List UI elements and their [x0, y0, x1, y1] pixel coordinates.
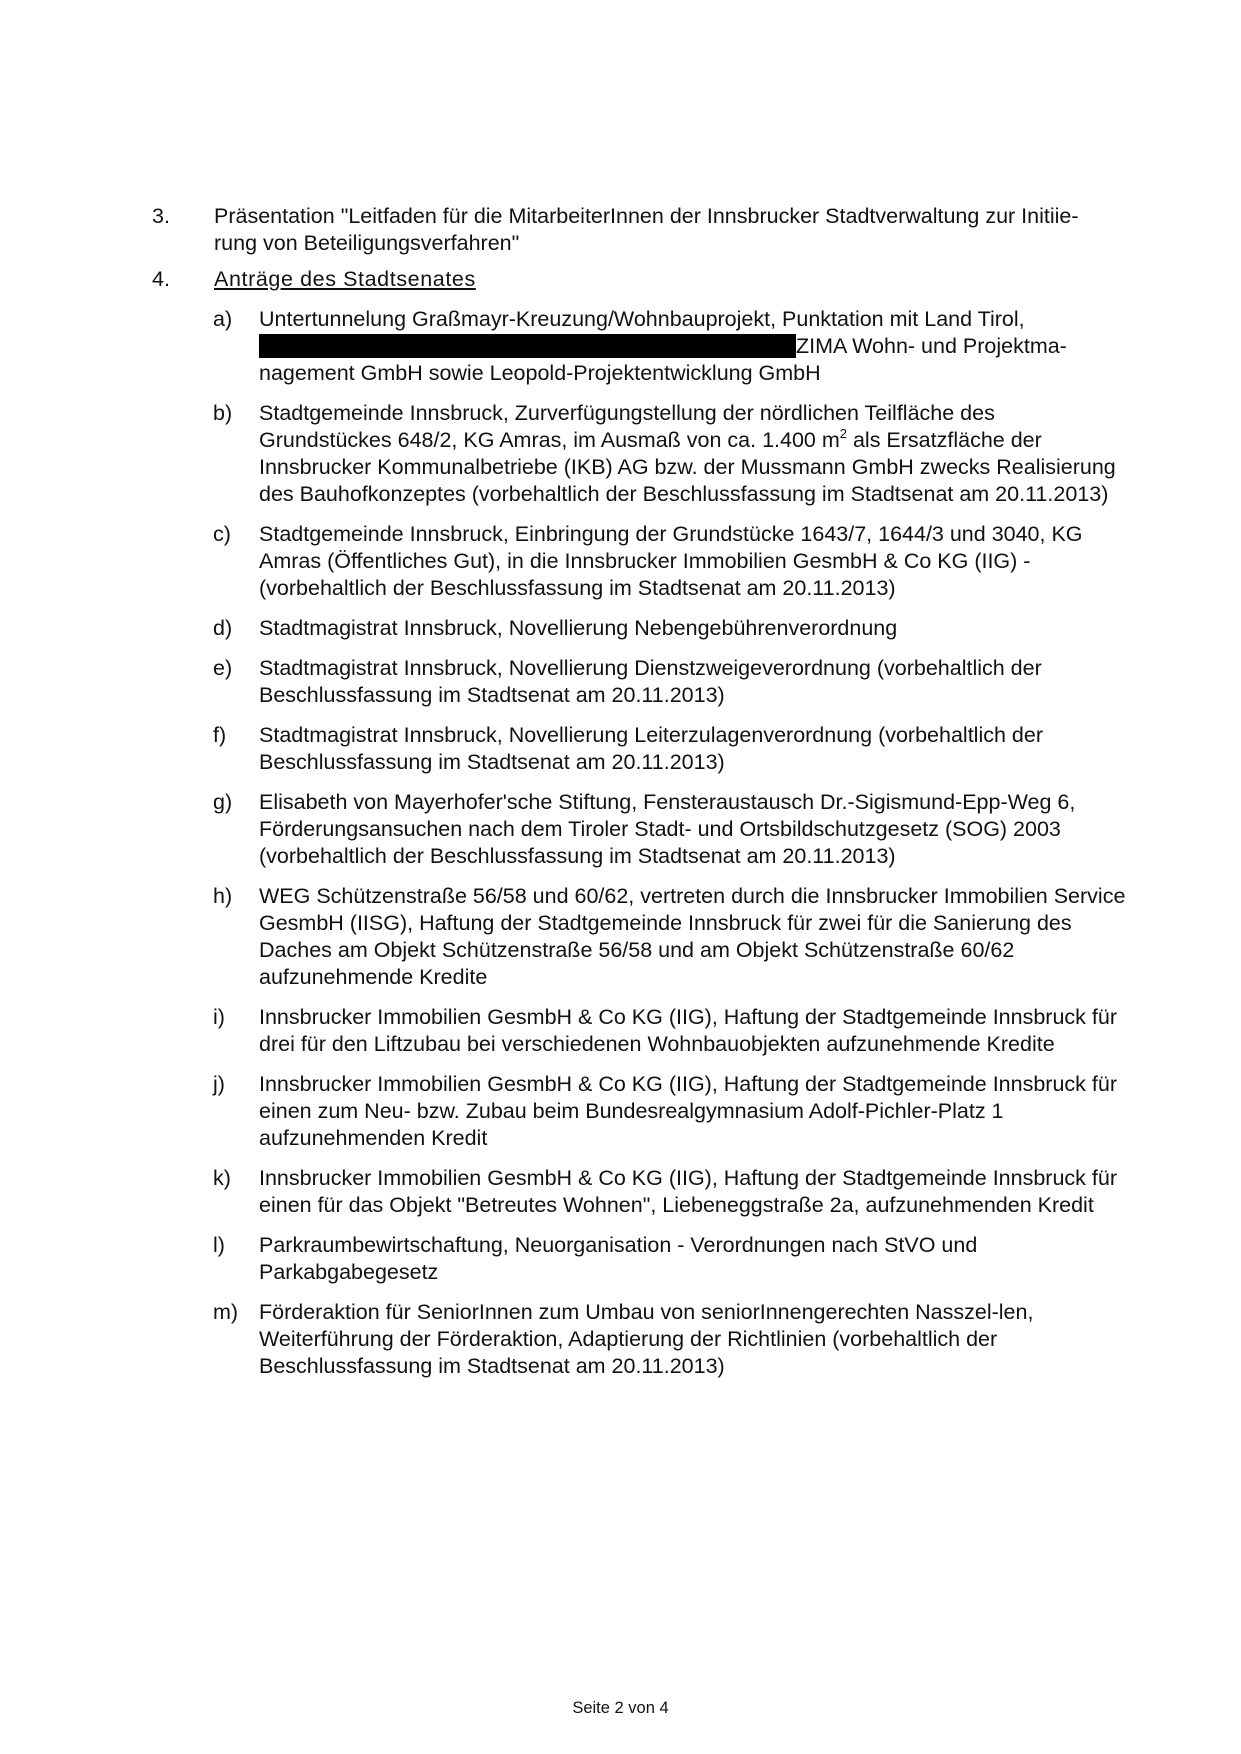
sub-item-text: Stadtgemeinde Innsbruck, Einbringung der Grundstücke 1643/7, 1644/3 und 3040, KG Amras (Öffentliches Gut), in die Innsbrucker Immobilien GesmbH & Co KG (IIG) - (vorbehaltlich der Beschlussfassung im Stadtsenat am 20.11.2013) — [259, 522, 1083, 600]
sub-item-text: WEG Schützenstraße 56/58 und 60/62, vertreten durch die Innsbrucker Immobilien Service GesmbH (IISG), Haftung der Stadtgemeinde Innsbruck für zwei für die Sanierung des Daches am Objekt Schützenstraße 56/58 und am Objekt Schützenstraße 60/62 aufzunehmende Kredite — [259, 884, 1126, 989]
sub-item-text — [259, 306, 1133, 387]
sub-item-text: Parkraumbewirtschaftung, Neuorganisation - Verordnungen nach StVO und Parkabgabegesetz — [259, 1233, 978, 1284]
sub-item-letter: e) — [213, 656, 233, 680]
page-number-footer: Seite 2 von 4 — [572, 1699, 669, 1717]
agenda-item-number: 3. — [152, 204, 170, 228]
sub-item-letter: b) — [213, 401, 233, 425]
sub-item-text: Stadtmagistrat Innsbruck, Novellierung Dienstzweigeverordnung (vorbehaltlich der Beschlussfassung im Stadtsenat am 20.11.2013) — [259, 656, 1042, 707]
sub-item-text-line1: Untertunnelung Graßmayr-Kreuzung/Wohnbauprojekt, Punktation mit Land Tirol, — [259, 307, 1025, 331]
sub-item-text: Elisabeth von Mayerhofer'sche Stiftung, Fensteraustausch Dr.-Sigismund-Epp-Weg 6, Förderungsansuchen nach dem Tiroler Stadt- und Ortsbildschutzgesetz (SOG) 2003 (vorbehaltlich der Beschlussfassung im Stadtsenat am 20.11.2013) — [259, 790, 1076, 868]
sub-item-text-part1: Stadtgemeinde Innsbruck, Zurverfügungstellung der nördlichen Teilfläche des Grundstückes 648/2, KG Amras, im Ausmaß von ca. 1.400 m — [259, 401, 995, 452]
agenda-item-number: 4. — [152, 267, 170, 291]
sub-item-text: Stadtmagistrat Innsbruck, Novellierung Nebengebührenverordnung — [259, 616, 898, 640]
section-heading — [214, 266, 1134, 293]
agenda-item-text — [214, 203, 1134, 257]
sub-item-text: Innsbrucker Immobilien GesmbH & Co KG (IIG), Haftung der Stadtgemeinde Innsbruck für einen für das Objekt "Betreutes Wohnen", Liebeneggstraße 2a, aufzunehmenden Kredit — [259, 1166, 1117, 1217]
sub-item-h — [213, 883, 1133, 991]
sub-item-letter: i) — [213, 1005, 225, 1029]
sub-item-text: Förderaktion für SeniorInnen zum Umbau von seniorInnengerechten Nasszel-len, Weiterführung der Förderaktion, Adaptierung der Richtlinien (vorbehaltlich der Beschlussfassung im Stadtsenat am 20.11.2013) — [259, 1300, 1034, 1378]
sub-item-a — [213, 306, 1133, 387]
sub-item-text: Stadtmagistrat Innsbruck, Novellierung Leiterzulagenverordnung (vorbehaltlich der Beschlussfassung im Stadtsenat am 20.11.2013) — [259, 723, 1043, 774]
sub-item-text-part2: als Ersatzfläche der Innsbrucker Kommunalbetriebe (IKB) AG bzw. der Mussmann GmbH zwecks Realisierung des Bauhofkonzeptes (vorbehaltlich der Beschlussfassung im Stadtsenat am 20.11.2013) — [259, 428, 1116, 506]
sub-item-text: Innsbrucker Immobilien GesmbH & Co KG (IIG), Haftung der Stadtgemeinde Innsbruck für einen zum Neu- bzw. Zubau beim Bundesrealgymnasium Adolf-Pichler-Platz 1 aufzunehmenden Kredit — [259, 1072, 1117, 1150]
sub-item-text-line3: nagement GmbH sowie Leopold-Projektentwicklung GmbH — [259, 361, 821, 385]
sub-item-k — [213, 1165, 1133, 1219]
sub-item-letter: k) — [213, 1166, 231, 1190]
sub-item-letter: a) — [213, 307, 233, 331]
sub-item-text-line2: ZIMA Wohn- und Projektma- — [796, 334, 1067, 358]
sub-item-d — [213, 615, 1133, 642]
sub-item-letter: c) — [213, 522, 231, 546]
sub-item-letter: m) — [213, 1300, 239, 1324]
sub-item-g — [213, 789, 1133, 870]
superscript: 2 — [839, 426, 847, 441]
sub-item-letter: h) — [213, 884, 233, 908]
agenda-item-text-line1: Präsentation "Leitfaden für die MitarbeiterInnen der Innsbrucker Stadtverwaltung zur Initiie- — [214, 204, 1079, 228]
sub-item-list — [213, 306, 1133, 1393]
sub-item-l — [213, 1232, 1133, 1286]
sub-item-f — [213, 722, 1133, 776]
sub-item-letter: l) — [213, 1233, 225, 1257]
sub-item-text: Innsbrucker Immobilien GesmbH & Co KG (IIG), Haftung der Stadtgemeinde Innsbruck für drei für den Liftzubau bei verschiedenen Wohnbauobjekten aufzunehmende Kredite — [259, 1005, 1117, 1056]
sub-item-letter: g) — [213, 790, 233, 814]
sub-item-c — [213, 521, 1133, 602]
agenda-item-text-line2: rung von Beteiligungsverfahren" — [214, 231, 520, 255]
sub-item-letter: j) — [213, 1072, 225, 1096]
sub-item-m — [213, 1299, 1133, 1380]
sub-item-i — [213, 1004, 1133, 1058]
sub-item-b — [213, 400, 1133, 508]
sub-item-letter: f) — [213, 723, 227, 747]
redaction-bar — [259, 334, 796, 358]
sub-item-j — [213, 1071, 1133, 1152]
sub-item-text — [259, 400, 1133, 508]
section-heading-link[interactable]: Anträge des Stadtsenates — [214, 267, 476, 291]
sub-item-e — [213, 655, 1133, 709]
sub-item-letter: d) — [213, 616, 233, 640]
